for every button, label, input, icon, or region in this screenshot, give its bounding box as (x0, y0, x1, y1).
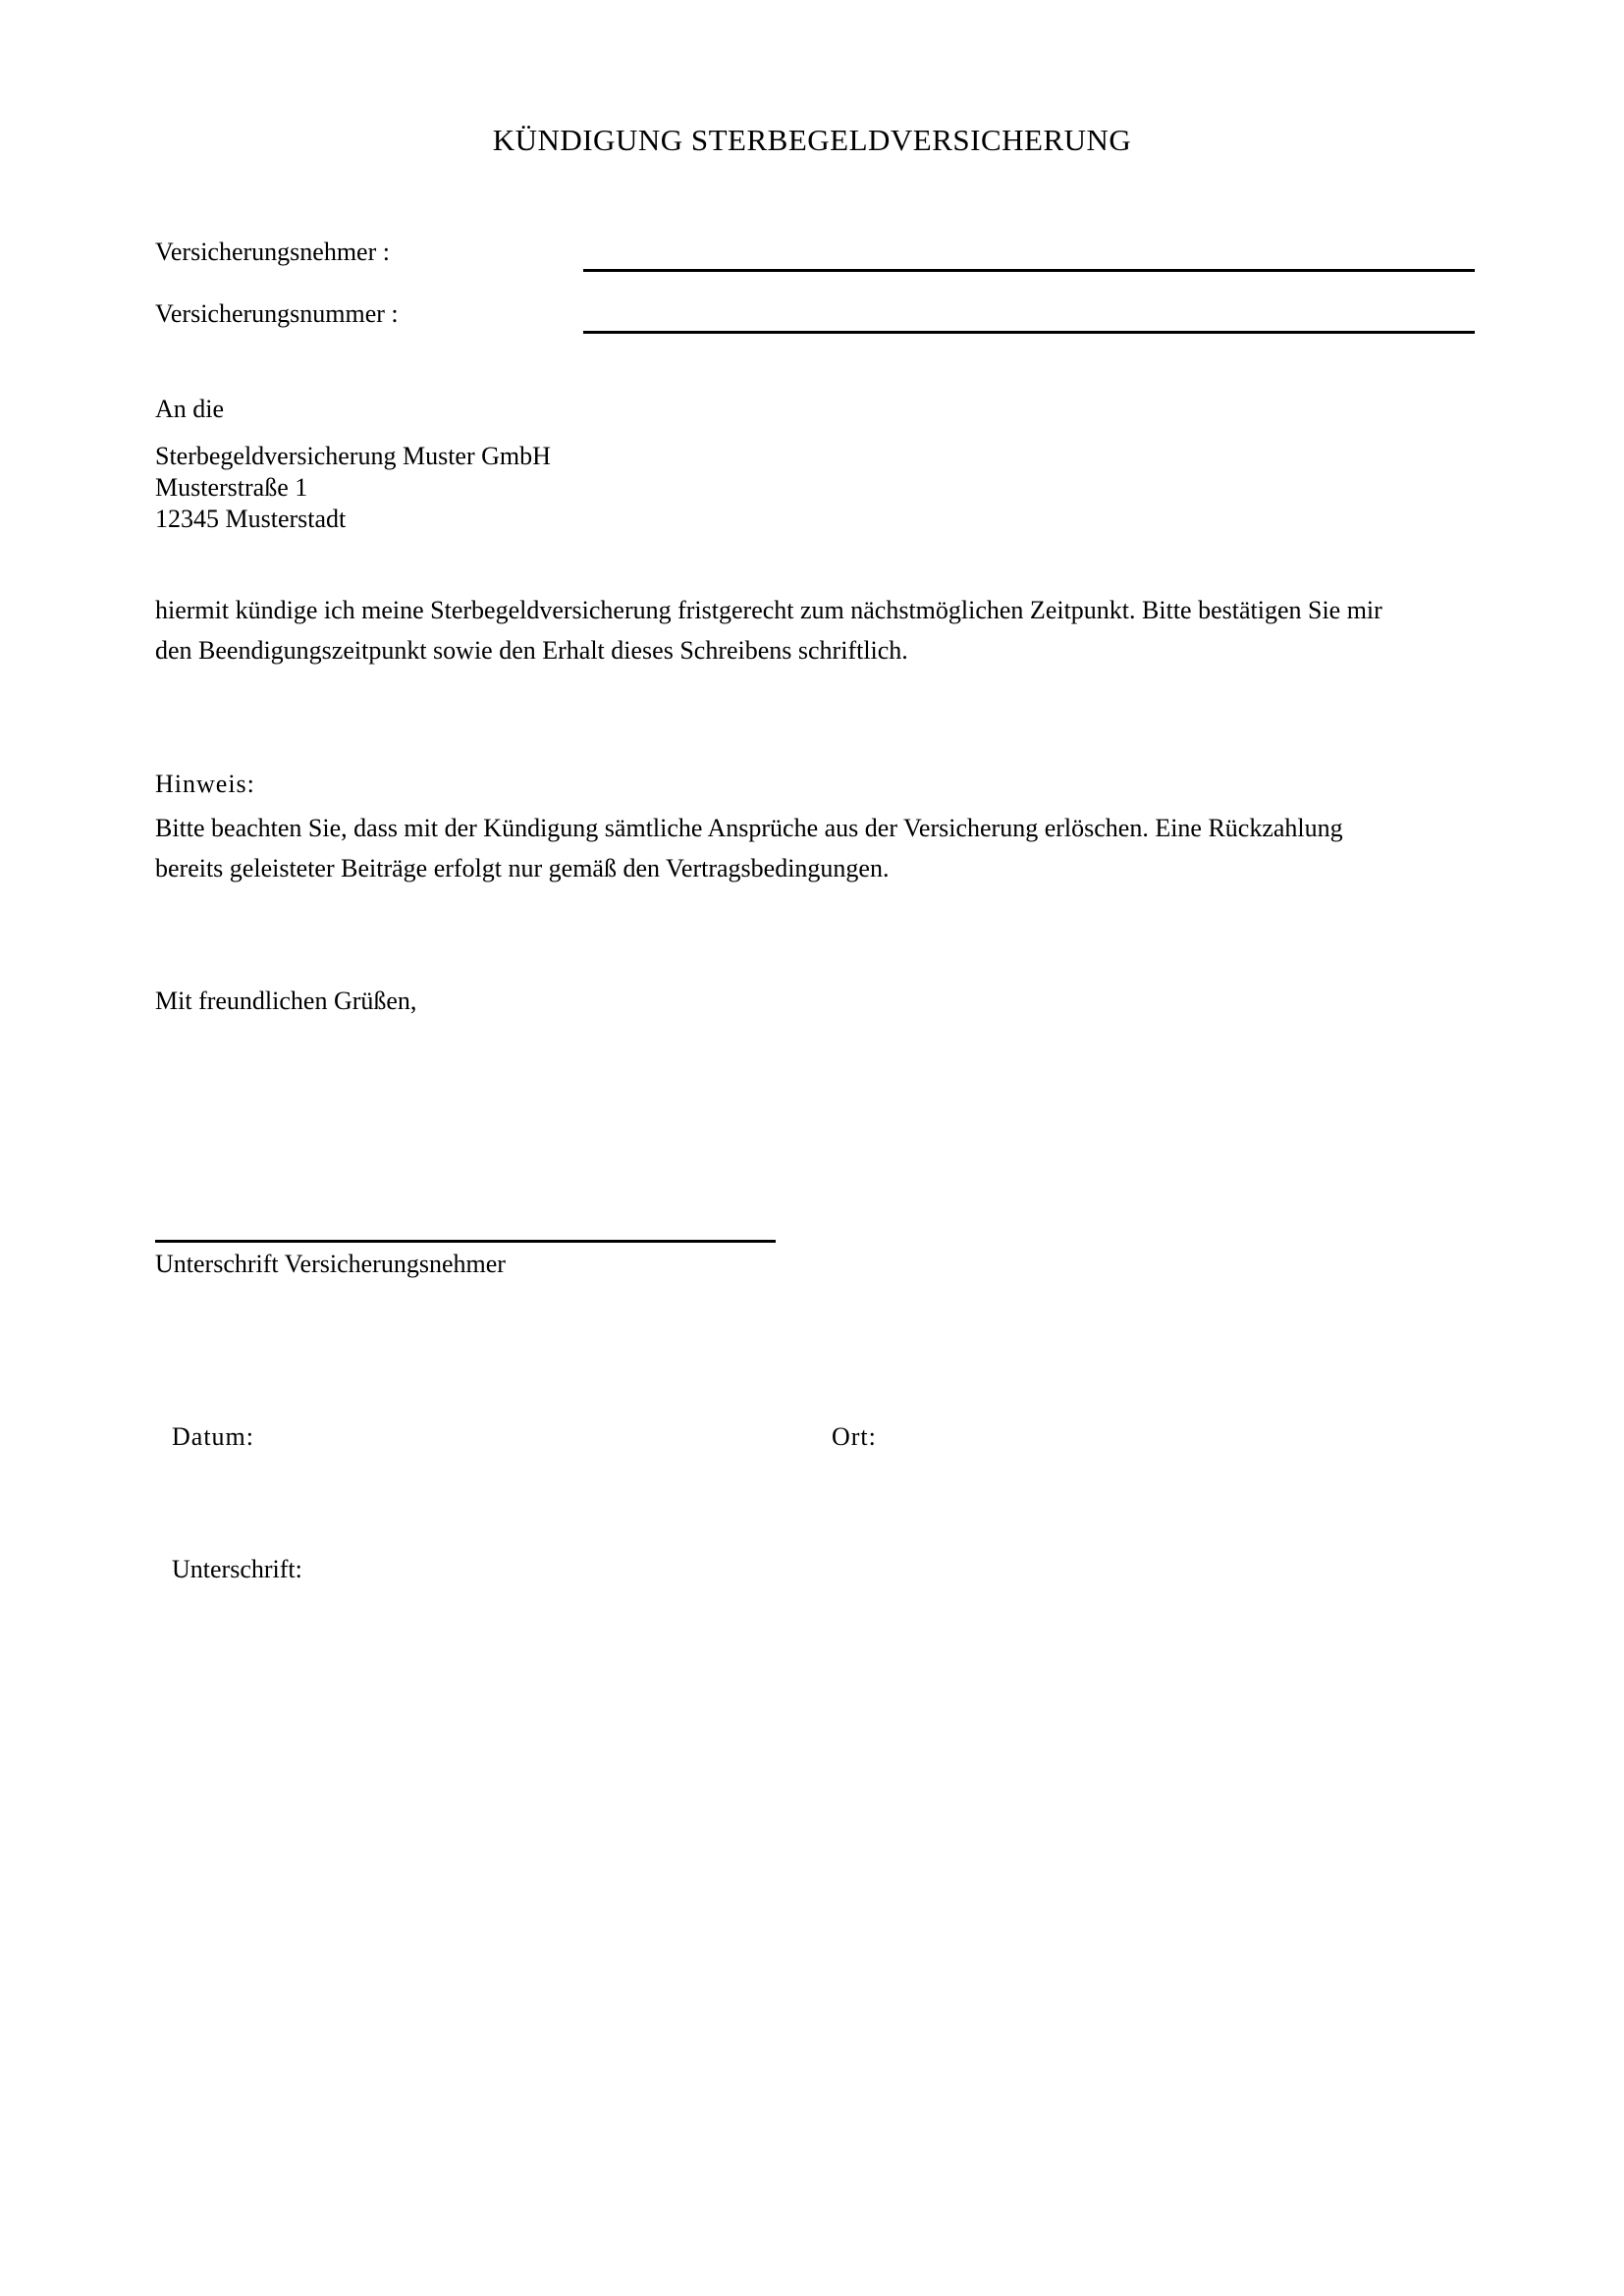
closing-greeting: Mit freundlichen Grüßen, (155, 987, 417, 1015)
place-label: Ort: (832, 1422, 877, 1451)
recipient-street: Musterstraße 1 (155, 473, 308, 502)
footer-signature-label: Unterschrift: (172, 1555, 302, 1583)
recipient-city: 12345 Musterstadt (155, 505, 347, 533)
note-text-line-2: bereits geleisteter Beiträge erfolgt nur gemäß den Vertragsbedingungen. (155, 854, 890, 882)
policy-number-input-line[interactable] (583, 331, 1475, 334)
policy-number-label: Versicherungsnummer : (155, 299, 399, 328)
signature-line[interactable] (155, 1240, 776, 1243)
date-label: Datum: (172, 1422, 254, 1451)
policyholder-input-line[interactable] (583, 269, 1475, 272)
document-title: KÜNDIGUNG STERBEGELDVERSICHERUNG (492, 123, 1132, 157)
policyholder-label: Versicherungsnehmer : (155, 238, 390, 266)
recipient-company: Sterbegeldversicherung Muster GmbH (155, 442, 551, 470)
note-heading: Hinweis: (155, 770, 255, 798)
signature-caption: Unterschrift Versicherungsnehmer (155, 1250, 506, 1278)
body-text-line-2: den Beendigungszeitpunkt sowie den Erhalt dieses Schreibens schriftlich. (155, 636, 908, 665)
note-text-line-1: Bitte beachten Sie, dass mit der Kündigung sämtliche Ansprüche aus der Versicherung erlöschen. Eine Rückzahlung (155, 814, 1343, 842)
body-text-line-1: hiermit kündige ich meine Sterbegeldversicherung fristgerecht zum nächstmöglichen Zeitpunkt. Bitte bestätigen Sie mir (155, 596, 1382, 624)
recipient-salutation: An die (155, 395, 225, 423)
